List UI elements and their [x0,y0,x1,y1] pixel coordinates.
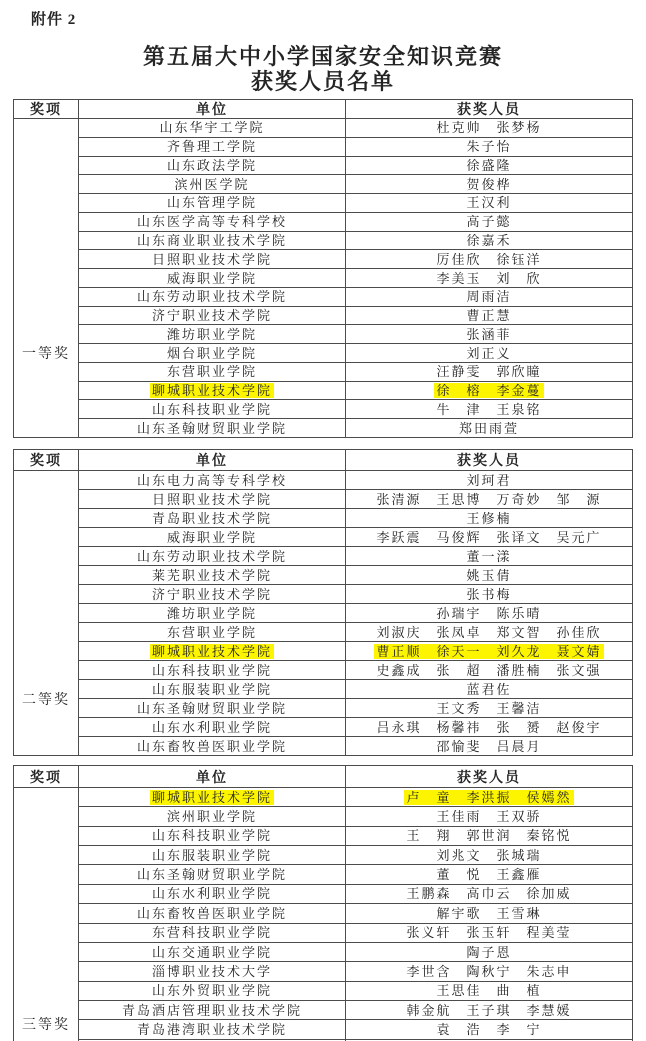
unit-cell [79,807,346,825]
winners-text: 邵愉斐 吕晨月 [436,738,542,754]
unit-text: 山东水利职业学院 [151,719,272,735]
winners-cell [346,827,632,845]
table-row [79,325,632,344]
unit-text: 山东科技职业学院 [151,662,272,678]
winners-text: 刘珂君 [466,472,512,488]
col-header-award: 奖项 [14,766,79,787]
unit-text: 烟台职业学院 [166,345,257,361]
col-header-unit: 单位 [79,766,346,787]
table-body [14,471,632,755]
award-cell [14,119,79,437]
unit-text: 日照职业技术学院 [151,491,272,507]
unit-text: 东营科技职业学院 [151,925,272,941]
table-row [79,288,632,307]
table-row [79,585,632,604]
unit-text: 聊城职业技术学院 [151,643,272,659]
unit-cell [79,661,346,679]
unit-cell [79,419,346,437]
winners-cell [346,400,632,418]
table-row [79,490,632,509]
unit-cell [79,699,346,717]
winners-text: 卢 童 李洪振 侯嫣然 [406,789,572,805]
winners-text: 王思佳 曲 植 [436,983,542,999]
winners-text: 董一漾 [466,548,512,564]
table-row [79,807,632,826]
winners-cell [346,865,632,883]
winners-text: 张清源 王思博 万奇妙 邹 源 [376,491,602,507]
table-row [79,885,632,904]
winners-text: 史鑫成 张 超 潘胜楠 张文强 [376,662,602,678]
winners-cell [346,213,632,231]
unit-cell [79,982,346,1000]
unit-cell [79,325,346,343]
winners-cell [346,138,632,156]
col-header-unit: 单位 [79,450,346,470]
winners-text: 徐 榕 李金蔓 [436,383,542,399]
winners-text: 汪静雯 郭欣瞳 [436,364,542,380]
table-row [79,1020,632,1039]
winners-cell [346,885,632,903]
winners-cell [346,157,632,175]
winners-cell [346,419,632,437]
unit-cell [79,566,346,584]
unit-cell [79,846,346,864]
unit-cell [79,1020,346,1038]
winners-cell [346,604,632,622]
table-row [79,1001,632,1020]
unit-text: 山东水利职业学院 [151,886,272,902]
unit-text: 淄博职业技术大学 [151,963,272,979]
winners-cell [346,680,632,698]
unit-cell [79,680,346,698]
table-row [79,827,632,846]
table-row [79,400,632,419]
winners-cell [346,788,632,806]
winners-cell [346,924,632,942]
unit-text: 山东外贸职业学院 [151,983,272,999]
unit-text: 青岛酒店管理职业技术学院 [121,1002,302,1018]
winners-text: 杜克帅 张梦杨 [436,120,542,136]
unit-text: 山东畜牧兽医职业学院 [136,738,287,754]
unit-cell [79,269,346,287]
col-header-unit: 单位 [79,100,346,118]
table-row [79,623,632,642]
unit-text: 滨州职业学院 [166,809,257,825]
winners-cell [346,1001,632,1019]
unit-text: 滨州医学院 [174,176,250,192]
unit-cell [79,307,346,325]
unit-text: 山东圣翰财贸职业学院 [136,420,287,436]
table-row [79,547,632,566]
winners-text: 王文秀 王馨洁 [436,700,542,716]
winners-cell [346,943,632,961]
table-row [79,943,632,962]
award-label: 二等奖 [22,693,70,708]
award-label: 三等奖 [22,1018,70,1033]
unit-cell [79,363,346,381]
unit-text: 日照职业技术学院 [151,251,272,267]
table-header-row [14,450,632,471]
table-row [79,924,632,943]
rows-container [79,788,632,1041]
winners-cell [346,194,632,212]
winners-cell [346,904,632,922]
unit-text: 山东圣翰财贸职业学院 [136,867,287,883]
winners-cell [346,288,632,306]
unit-cell [79,827,346,845]
winners-cell [346,737,632,755]
table-row [79,718,632,737]
unit-text: 山东商业职业技术学院 [136,232,287,248]
unit-cell [79,788,346,806]
winners-text: 贺俊桦 [466,176,512,192]
unit-text: 齐鲁理工学院 [166,139,257,155]
unit-cell [79,288,346,306]
col-header-winners: 获奖人员 [457,454,521,469]
winners-text: 王修楠 [466,510,512,526]
winners-cell [346,119,632,137]
table-row [79,138,632,157]
unit-cell [79,904,346,922]
table-row [79,382,632,401]
unit-cell [79,119,346,137]
winners-text: 袁 浩 李 宁 [436,1021,542,1037]
attachment-label: 附件 2 [31,12,77,28]
unit-text: 潍坊职业学院 [166,326,257,342]
winners-text: 李跃震 马俊辉 张译文 吴元广 [376,529,602,545]
unit-text: 威海职业学院 [166,270,257,286]
unit-cell [79,250,346,268]
unit-cell [79,924,346,942]
winners-text: 韩金航 王子琪 李慧媛 [406,1002,572,1018]
unit-cell [79,175,346,193]
unit-cell [79,157,346,175]
unit-cell [79,623,346,641]
winners-text: 王佳雨 王双骄 [436,809,542,825]
winners-cell [346,661,632,679]
winners-cell [346,269,632,287]
winners-text: 孙瑞宇 陈乐晴 [436,605,542,621]
award-table-second-prize [13,449,633,756]
unit-cell [79,604,346,622]
unit-text: 山东华宇工学院 [159,120,265,136]
unit-text: 山东畜牧兽医职业学院 [136,905,287,921]
winners-cell [346,344,632,362]
winners-text: 高子懿 [466,214,512,230]
unit-text: 威海职业学院 [166,529,257,545]
unit-text: 山东劳动职业技术学院 [136,289,287,305]
winners-text: 姚玉倩 [466,567,512,583]
unit-text: 济宁职业技术学院 [151,308,272,324]
winners-cell [346,846,632,864]
table-row [79,962,632,981]
table-row [79,661,632,680]
document-title [0,44,646,94]
table-row [79,788,632,807]
table-row [79,737,632,755]
winners-text: 牛 津 王泉铭 [436,401,542,417]
unit-cell [79,737,346,755]
rows-container [79,119,632,437]
winners-text: 郑田雨萱 [458,420,519,436]
winners-text: 张义轩 张玉轩 程美莹 [406,925,572,941]
unit-cell [79,1001,346,1019]
table-row [79,982,632,1001]
unit-text: 山东医学高等专科学校 [136,214,287,230]
table-row [79,269,632,288]
table-body [14,788,632,1041]
unit-cell [79,490,346,508]
table-row [79,307,632,326]
winners-cell [346,566,632,584]
col-header-award: 奖项 [14,100,79,118]
col-header-winners: 获奖人员 [457,103,521,118]
table-row [79,213,632,232]
winners-cell [346,718,632,736]
unit-cell [79,509,346,527]
winners-text: 王鹏森 高巾云 徐加威 [406,886,572,902]
winners-text: 曹正顺 徐天一 刘久龙 聂文婧 [376,643,602,659]
unit-text: 山东科技职业学院 [151,828,272,844]
winners-text: 刘正义 [466,345,512,361]
winners-cell [346,1020,632,1038]
table-row [79,119,632,138]
winners-cell [346,982,632,1000]
title-line-2: 获奖人员名单 [250,69,395,94]
winners-text: 朱子怡 [466,139,512,155]
unit-cell [79,642,346,660]
unit-text: 山东服装职业学院 [151,681,272,697]
winners-text: 董 悦 王鑫雁 [436,867,542,883]
unit-cell [79,344,346,362]
table-row [79,904,632,923]
award-table-third-prize [13,765,633,1041]
winners-text: 李世含 陶秋宁 朱志申 [406,963,572,979]
table-row [79,509,632,528]
winners-text: 张涵菲 [466,326,512,342]
winners-text: 徐嘉禾 [466,232,512,248]
unit-cell [79,962,346,980]
unit-cell [79,865,346,883]
table-header-row [14,100,632,119]
unit-cell [79,382,346,400]
unit-text: 青岛职业技术学院 [151,510,272,526]
unit-text: 东营职业学院 [166,624,257,640]
col-header-award: 奖项 [14,450,79,470]
unit-cell [79,528,346,546]
winners-text: 陶子恩 [466,944,512,960]
unit-cell [79,138,346,156]
winners-text: 徐盛隆 [466,157,512,173]
winners-text: 吕永琪 杨馨祎 张 赟 赵俊宇 [376,719,602,735]
winners-text: 王 翔 郭世润 秦铭悦 [406,828,572,844]
table-row [79,419,632,437]
rows-container [79,471,632,755]
winners-text: 解宇歌 王雪琳 [436,905,542,921]
unit-cell [79,585,346,603]
table-row [79,363,632,382]
table-row [79,528,632,547]
winners-text: 王汉利 [466,195,512,211]
unit-text: 山东交通职业学院 [151,944,272,960]
unit-text: 潍坊职业学院 [166,605,257,621]
table-header-row [14,766,632,788]
award-table-first-prize [13,99,633,438]
award-cell [14,471,79,755]
table-row [79,566,632,585]
unit-text: 山东圣翰财贸职业学院 [136,700,287,716]
winners-cell [346,962,632,980]
unit-text: 山东科技职业学院 [151,401,272,417]
winners-text: 曹正慧 [466,308,512,324]
unit-cell [79,885,346,903]
winners-cell [346,325,632,343]
winners-cell [346,623,632,641]
unit-text: 东营职业学院 [166,364,257,380]
unit-text: 山东管理学院 [166,195,257,211]
unit-cell [79,194,346,212]
winners-cell [346,250,632,268]
unit-cell [79,400,346,418]
winners-text: 刘淑庆 张凤卓 郑文智 孙佳欣 [376,624,602,640]
winners-text: 厉佳欣 徐钰洋 [436,251,542,267]
unit-cell [79,943,346,961]
winners-cell [346,642,632,660]
winners-text: 李美玉 刘 欣 [436,270,542,286]
unit-text: 聊城职业技术学院 [151,383,272,399]
table-row [79,194,632,213]
unit-text: 聊城职业技术学院 [151,789,272,805]
unit-text: 山东政法学院 [166,157,257,173]
unit-text: 山东电力高等专科学校 [136,472,287,488]
winners-text: 张书梅 [466,586,512,602]
table-row [79,642,632,661]
winners-cell [346,382,632,400]
unit-cell [79,718,346,736]
table-row [79,175,632,194]
winners-cell [346,699,632,717]
table-row [79,471,632,490]
winners-cell [346,528,632,546]
winners-cell [346,490,632,508]
winners-text: 周雨洁 [466,289,512,305]
table-row [79,157,632,176]
title-line-1: 第五届大中小学国家安全知识竞赛 [142,44,503,69]
col-header-winners: 获奖人员 [457,770,521,786]
winners-cell [346,232,632,250]
table-body [14,119,632,437]
table-row [79,865,632,884]
table-row [79,846,632,865]
winners-cell [346,175,632,193]
winners-text: 刘兆文 张城瑞 [436,847,542,863]
table-row [79,699,632,718]
winners-text: 蓝君佐 [466,681,512,697]
award-label: 一等奖 [22,347,70,362]
winners-cell [346,363,632,381]
unit-cell [79,471,346,489]
unit-text: 莱芜职业技术学院 [151,567,272,583]
table-row [79,344,632,363]
winners-cell [346,471,632,489]
unit-text: 山东服装职业学院 [151,847,272,863]
unit-cell [79,547,346,565]
table-row [79,680,632,699]
winners-cell [346,307,632,325]
unit-text: 青岛港湾职业技术学院 [136,1021,287,1037]
unit-cell [79,213,346,231]
winners-cell [346,547,632,565]
table-row [79,232,632,251]
winners-cell [346,585,632,603]
winners-cell [346,807,632,825]
unit-text: 济宁职业技术学院 [151,586,272,602]
table-row [79,604,632,623]
table-row [79,250,632,269]
winners-cell [346,509,632,527]
unit-text: 山东劳动职业技术学院 [136,548,287,564]
award-cell [14,788,79,1041]
unit-cell [79,232,346,250]
